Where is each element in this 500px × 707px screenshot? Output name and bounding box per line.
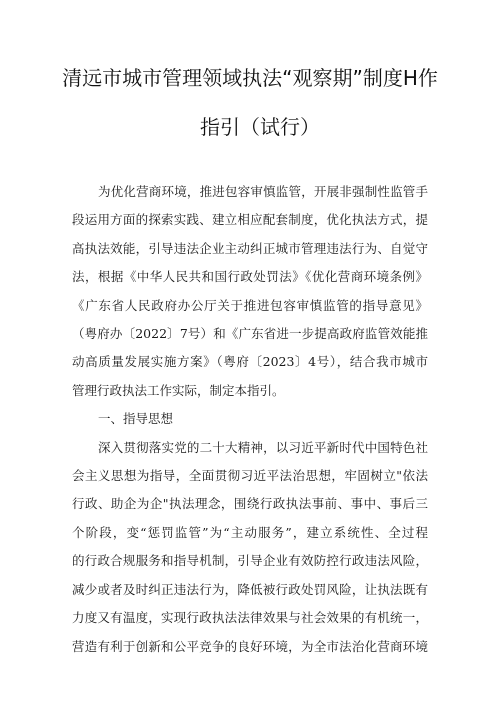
paragraph-1 — [72, 178, 428, 405]
paragraph-line: 动高质量发展实施方案》（粤府〔2023〕4号），结合我市城市 — [72, 354, 428, 370]
paragraph-line: 力度又有温度，实现行政执法法律效果与社会效果的有机统一， — [72, 610, 428, 626]
paragraph-line: 管理行政执法工作实际，制定本指引。 — [72, 382, 285, 398]
paragraph-line: 深入贯彻落实党的二十大精神，以习近平新时代中国特色社 — [98, 439, 428, 455]
document-title-line-2: 指引（试行） — [200, 115, 320, 139]
paragraph-line: （粤府办〔2022〕7号）和《广东省进一步提高政府监管效能推 — [72, 326, 428, 342]
paragraph-line: 为优化营商环境，推进包容审慎监管，开展非强制性监管手 — [98, 184, 428, 199]
document-title-line-1: 清远市城市管理领域执法“观察期”制度H作 — [62, 66, 438, 90]
paragraph-line: 行政、助企为企"执法理念，围绕行政执法事前、事中、事后三 — [72, 496, 428, 512]
paragraph-line: 会主义思想为指导，全面贯彻习近平法治思想，牢固树立"依法 — [72, 468, 428, 484]
paragraph-line: 段运用方面的探索实践、建立相应配套制度，优化执法方式，提 — [72, 212, 428, 228]
paragraph-line: 营造有利于创新和公平竞争的良好环境，为全市法治化营商环境 — [72, 638, 428, 654]
section-heading-1 — [72, 405, 428, 433]
paragraph-line: 减少或者及时纠正违法行为，降低被行政处罚风险，让执法既有 — [72, 581, 428, 597]
paragraph-line: 高执法效能，引导违法企业主动纠正城市管理违法行为、自觉守 — [72, 240, 428, 256]
paragraph-2 — [72, 434, 428, 661]
paragraph-line: 《广东省人民政府办公厅关于推进包容审慎监管的指导意见》 — [72, 297, 428, 313]
paragraph-line: 的行政合规服务和指导机制，引导企业有效防控行政违法风险， — [72, 553, 428, 569]
paragraph-line: 个阶段，变“惩罚监管”为“主动服务”，建立系统性、全过程 — [72, 524, 428, 540]
document-body — [72, 178, 428, 661]
section-heading: 一、指导思想 — [98, 411, 174, 427]
paragraph-line: 法，根据《中华人民共和国行政处罚法》《优化营商环境条例》 — [72, 269, 428, 285]
